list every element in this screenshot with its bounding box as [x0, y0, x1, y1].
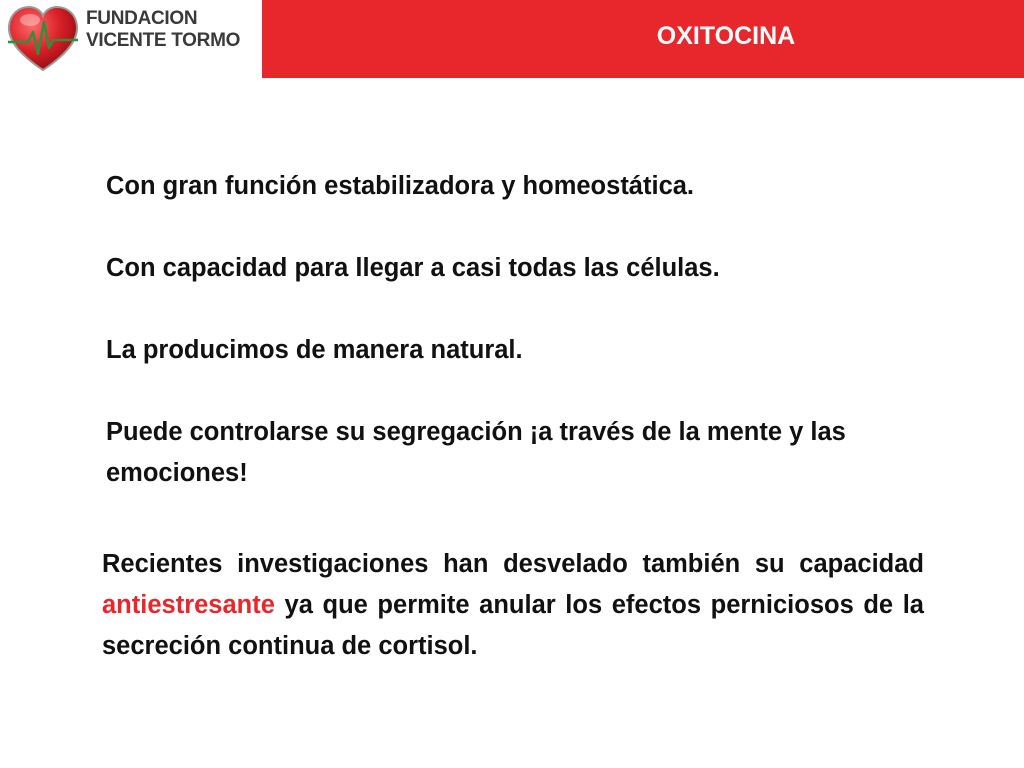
slide-title: OXITOCINA	[656, 22, 796, 50]
header-bar	[262, 0, 1024, 78]
research-paragraph	[102, 544, 924, 667]
bullet-item: Con capacidad para llegar a casi todas las células.	[106, 254, 720, 282]
highlight-word: antiestresante	[102, 591, 275, 619]
paragraph-part-1: Recientes investigaciones han desvelado también su capacidad	[102, 550, 924, 578]
logo-line-2: VICENTE TORMO	[86, 30, 241, 51]
bullet-list	[106, 166, 926, 494]
logo-line-1: FUNDACION	[86, 8, 198, 29]
bullet-item: Con gran función estabilizadora y homeostática.	[106, 172, 695, 200]
logo-text	[86, 8, 240, 52]
bullet-item: La producimos de manera natural.	[106, 336, 523, 364]
heart-pulse-icon	[6, 4, 80, 74]
fundacion-logo	[0, 0, 262, 78]
bullet-item: Puede controlarse su segregación ¡a través de la mente y las emociones!	[106, 418, 846, 487]
paragraph-part-2: ya que permite anular los efectos perniciosos de la secreción continua de cortisol.	[102, 591, 924, 660]
